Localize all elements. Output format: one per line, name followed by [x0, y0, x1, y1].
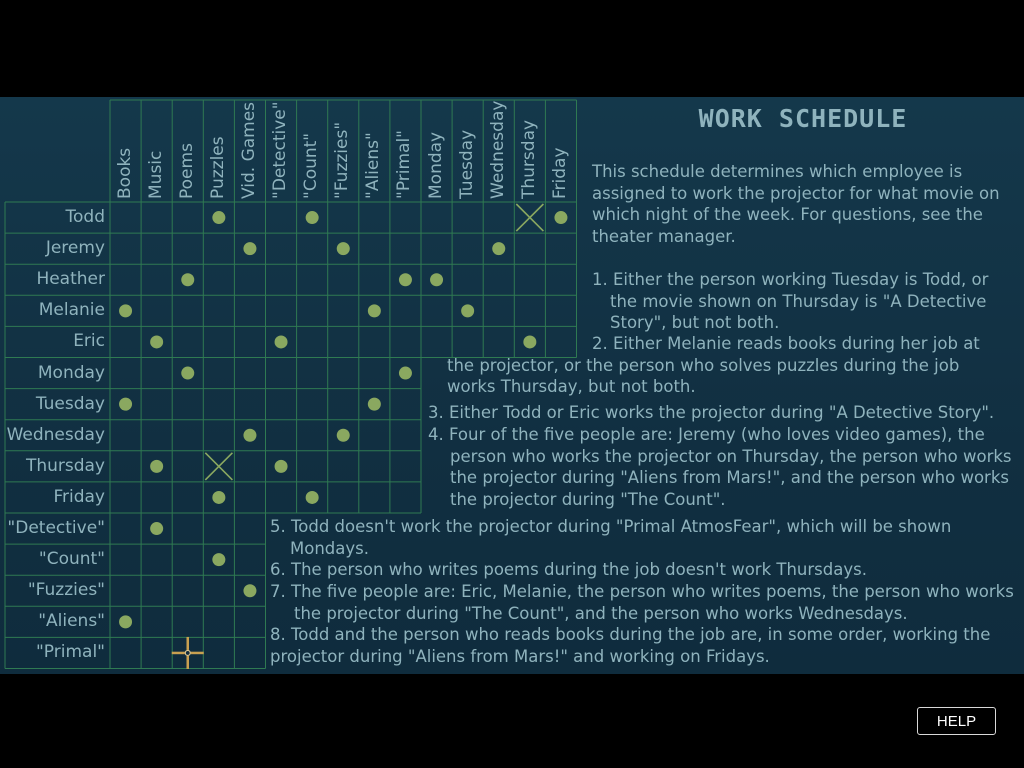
grid-cell[interactable]: [172, 233, 203, 264]
row-label: "Primal": [35, 642, 105, 663]
grid-cell[interactable]: [141, 575, 172, 606]
grid-cell[interactable]: [328, 420, 359, 451]
help-button[interactable]: HELP: [917, 707, 996, 735]
grid-cell[interactable]: [203, 326, 234, 357]
grid-cell[interactable]: [421, 264, 452, 295]
grid-cell[interactable]: [172, 202, 203, 233]
grid-cell[interactable]: [297, 295, 328, 326]
grid-cell[interactable]: [110, 451, 141, 482]
grid-cell[interactable]: [266, 233, 297, 264]
grid-cell[interactable]: [452, 233, 483, 264]
grid-cell[interactable]: [110, 264, 141, 295]
grid-cell[interactable]: [172, 606, 203, 637]
grid-cell[interactable]: [545, 295, 576, 326]
grid-cell[interactable]: [110, 358, 141, 389]
grid-cell[interactable]: [297, 233, 328, 264]
column-label: Puzzles: [207, 136, 228, 199]
grid-cell[interactable]: [266, 420, 297, 451]
grid-cell[interactable]: [110, 295, 141, 326]
grid-cell[interactable]: [234, 389, 265, 420]
grid-cell[interactable]: [359, 451, 390, 482]
column-label: "Primal": [394, 129, 415, 199]
grid-cell[interactable]: [421, 202, 452, 233]
grid-cell[interactable]: [359, 202, 390, 233]
grid-cell[interactable]: [203, 482, 234, 513]
grid-cell[interactable]: [390, 451, 421, 482]
grid-cell[interactable]: [359, 295, 390, 326]
grid-cell[interactable]: [297, 420, 328, 451]
grid-cell[interactable]: [172, 544, 203, 575]
grid-cell[interactable]: [297, 451, 328, 482]
grid-cell[interactable]: [110, 202, 141, 233]
grid-cell[interactable]: [172, 358, 203, 389]
grid-cell[interactable]: [545, 264, 576, 295]
grid-cell[interactable]: [266, 202, 297, 233]
grid-cell[interactable]: [297, 358, 328, 389]
grid-cell[interactable]: [234, 264, 265, 295]
grid-cell[interactable]: [514, 264, 545, 295]
grid-cell[interactable]: [110, 575, 141, 606]
grid-cell[interactable]: [234, 326, 265, 357]
clue-6: 6. The person who writes poems during the job doesn't work Thursdays.: [270, 560, 867, 579]
grid-cell[interactable]: [359, 389, 390, 420]
grid-cell[interactable]: [203, 606, 234, 637]
grid-cell[interactable]: [172, 575, 203, 606]
grid-cell[interactable]: [234, 575, 265, 606]
grid-cell[interactable]: [483, 202, 514, 233]
grid-cell[interactable]: [390, 233, 421, 264]
grid-cell[interactable]: [328, 326, 359, 357]
grid-cell[interactable]: [141, 606, 172, 637]
grid-cell[interactable]: [390, 420, 421, 451]
grid-cell[interactable]: [203, 233, 234, 264]
column-label: Tuesday: [456, 129, 477, 199]
grid-cell[interactable]: [266, 295, 297, 326]
row-label: Todd: [65, 207, 105, 227]
grid-cell[interactable]: [203, 513, 234, 544]
grid-cell[interactable]: [266, 451, 297, 482]
column-label: "Aliens": [363, 132, 384, 199]
grid-cell[interactable]: [514, 233, 545, 264]
grid-cell[interactable]: [172, 637, 203, 668]
column-label: Friday: [549, 147, 570, 199]
column-label: "Detective": [270, 101, 291, 199]
grid-cell[interactable]: [203, 202, 234, 233]
grid-cell[interactable]: [452, 295, 483, 326]
grid-cell[interactable]: [203, 544, 234, 575]
grid-cell[interactable]: [141, 513, 172, 544]
grid-cell[interactable]: [110, 482, 141, 513]
grid-cell[interactable]: [297, 202, 328, 233]
grid-cell[interactable]: [297, 326, 328, 357]
grid-cell[interactable]: [328, 389, 359, 420]
grid-cell[interactable]: [421, 233, 452, 264]
grid-cell[interactable]: [203, 637, 234, 668]
grid-cell[interactable]: [328, 233, 359, 264]
grid-cell[interactable]: [141, 451, 172, 482]
intro-text: This schedule determines which employee is assigned to work the projector for what movie on which night of the week. For questions, see the theater manager.: [592, 162, 1000, 246]
grid-cell[interactable]: [297, 389, 328, 420]
grid-cell[interactable]: [266, 326, 297, 357]
grid-cell[interactable]: [172, 326, 203, 357]
clue-2: 2. Either Melanie reads books during her job at the projector, or the person who solves puzzles during the job works Thursday, but not both.: [447, 334, 980, 396]
grid-cell[interactable]: [390, 295, 421, 326]
grid-cell[interactable]: [359, 420, 390, 451]
grid-cell[interactable]: [297, 264, 328, 295]
grid-cell[interactable]: [172, 513, 203, 544]
grid-cell[interactable]: [234, 513, 265, 544]
grid-cell[interactable]: [110, 233, 141, 264]
grid-cell[interactable]: [203, 389, 234, 420]
grid-cell[interactable]: [141, 264, 172, 295]
grid-cell[interactable]: [234, 544, 265, 575]
row-label: Jeremy: [45, 238, 105, 259]
grid-cell[interactable]: [390, 482, 421, 513]
grid-cell[interactable]: [172, 389, 203, 420]
grid-cell[interactable]: [390, 389, 421, 420]
grid-cell[interactable]: [328, 264, 359, 295]
grid-cell[interactable]: [203, 264, 234, 295]
grid-cell[interactable]: [141, 637, 172, 668]
grid-cell[interactable]: [266, 264, 297, 295]
grid-cell[interactable]: [234, 482, 265, 513]
clue-8: 8. Todd and the person who reads books during the job are, in some order, working the projector during "Aliens from Mars!" and working on Fridays.: [270, 625, 991, 666]
grid-cell[interactable]: [359, 326, 390, 357]
grid-cell[interactable]: [141, 358, 172, 389]
grid-cell[interactable]: [141, 326, 172, 357]
grid-cell[interactable]: [203, 295, 234, 326]
column-label: Monday: [425, 131, 446, 199]
grid-cell[interactable]: [110, 420, 141, 451]
grid-cell[interactable]: [110, 326, 141, 357]
grid-cell[interactable]: [110, 389, 141, 420]
column-label: "Count": [301, 132, 322, 199]
grid-cell[interactable]: [141, 295, 172, 326]
grid-cell[interactable]: [172, 451, 203, 482]
column-label: Books: [114, 147, 135, 199]
grid-cell[interactable]: [234, 451, 265, 482]
grid-cell[interactable]: [390, 202, 421, 233]
grid-cell[interactable]: [328, 482, 359, 513]
row-label: Thursday: [25, 455, 105, 476]
row-label: "Count": [38, 549, 105, 570]
grid-cell[interactable]: [483, 295, 514, 326]
grid-cell[interactable]: [359, 264, 390, 295]
column-label: Wednesday: [487, 100, 508, 199]
row-label: Eric: [73, 331, 105, 352]
clue-3: 3. Either Todd or Eric works the projector during "A Detective Story".: [428, 403, 995, 422]
grid-cell[interactable]: [141, 233, 172, 264]
grid-cell[interactable]: [203, 451, 234, 482]
grid-cell[interactable]: [328, 295, 359, 326]
clue-7: 7. The five people are: Eric, Melanie, the person who writes poems, the person who works the projector during "The Count", and the person who works Wednesdays.: [270, 582, 1014, 623]
grid-cell[interactable]: [172, 482, 203, 513]
grid-cell[interactable]: [328, 451, 359, 482]
row-label: "Aliens": [38, 611, 105, 632]
grid-cell[interactable]: [110, 637, 141, 668]
grid-cell[interactable]: [172, 264, 203, 295]
row-label: "Detective": [7, 518, 105, 538]
grid-cell[interactable]: [359, 233, 390, 264]
grid-cell[interactable]: [141, 482, 172, 513]
row-label: Wednesday: [6, 424, 105, 445]
grid-cell[interactable]: [545, 233, 576, 264]
grid-cell[interactable]: [110, 544, 141, 575]
grid-cell[interactable]: [234, 606, 265, 637]
grid-cell[interactable]: [297, 482, 328, 513]
clue-5: 5. Todd doesn't work the projector during "Primal AtmosFear", which will be shown Mondays.: [270, 517, 952, 558]
grid-cell[interactable]: [483, 233, 514, 264]
grid-cell[interactable]: [514, 295, 545, 326]
clue-4: 4. Four of the five people are: Jeremy (who loves video games), the person who works the projector on Thursday, the person who works the projector during "Aliens from Mars!", and the person who works the projector during "The Count".: [428, 425, 1012, 509]
grid-cell[interactable]: [203, 358, 234, 389]
row-label: Melanie: [38, 300, 105, 321]
clue-1: 1. Either the person working Tuesday is Todd, or the movie shown on Thursday is "A Detective Story", but not both.: [592, 270, 989, 332]
grid-cell[interactable]: [266, 482, 297, 513]
grid-cell[interactable]: [110, 513, 141, 544]
grid-cell[interactable]: [483, 264, 514, 295]
grid-cell[interactable]: [359, 482, 390, 513]
grid-cell[interactable]: [141, 202, 172, 233]
grid-cell[interactable]: [234, 637, 265, 668]
grid-cell[interactable]: [141, 420, 172, 451]
grid-cell[interactable]: [203, 420, 234, 451]
grid-cell[interactable]: [328, 202, 359, 233]
row-label: Heather: [36, 269, 105, 290]
grid-cell[interactable]: [452, 264, 483, 295]
grid-cell[interactable]: [421, 295, 452, 326]
column-label: Music: [145, 150, 166, 199]
column-label: Poems: [176, 143, 197, 199]
column-label: "Fuzzies": [332, 121, 353, 199]
column-label: Thursday: [518, 119, 539, 199]
row-label: "Fuzzies": [27, 580, 105, 601]
grid-cell[interactable]: [545, 202, 576, 233]
grid-cell[interactable]: [359, 358, 390, 389]
grid-cell[interactable]: [234, 295, 265, 326]
grid-cell[interactable]: [141, 389, 172, 420]
grid-cell[interactable]: [266, 358, 297, 389]
column-label: Vid. Games: [238, 101, 259, 199]
grid-cell[interactable]: [110, 606, 141, 637]
grid-cell[interactable]: [328, 358, 359, 389]
grid-cell[interactable]: [390, 264, 421, 295]
grid-cell[interactable]: [234, 420, 265, 451]
row-label: Tuesday: [35, 393, 105, 414]
grid-cell[interactable]: [172, 420, 203, 451]
grid-cell[interactable]: [234, 358, 265, 389]
page-title: WORK SCHEDULE: [698, 104, 908, 133]
grid-cell[interactable]: [234, 202, 265, 233]
grid-cell[interactable]: [452, 202, 483, 233]
grid-cell[interactable]: [141, 544, 172, 575]
grid-cell[interactable]: [390, 326, 421, 357]
row-label: Monday: [37, 362, 105, 383]
grid-cell[interactable]: [390, 358, 421, 389]
grid-cell[interactable]: [514, 202, 545, 233]
grid-cell[interactable]: [203, 575, 234, 606]
grid-cell[interactable]: [172, 295, 203, 326]
grid-cell[interactable]: [234, 233, 265, 264]
grid-cell[interactable]: [266, 389, 297, 420]
row-label: Friday: [53, 486, 105, 507]
